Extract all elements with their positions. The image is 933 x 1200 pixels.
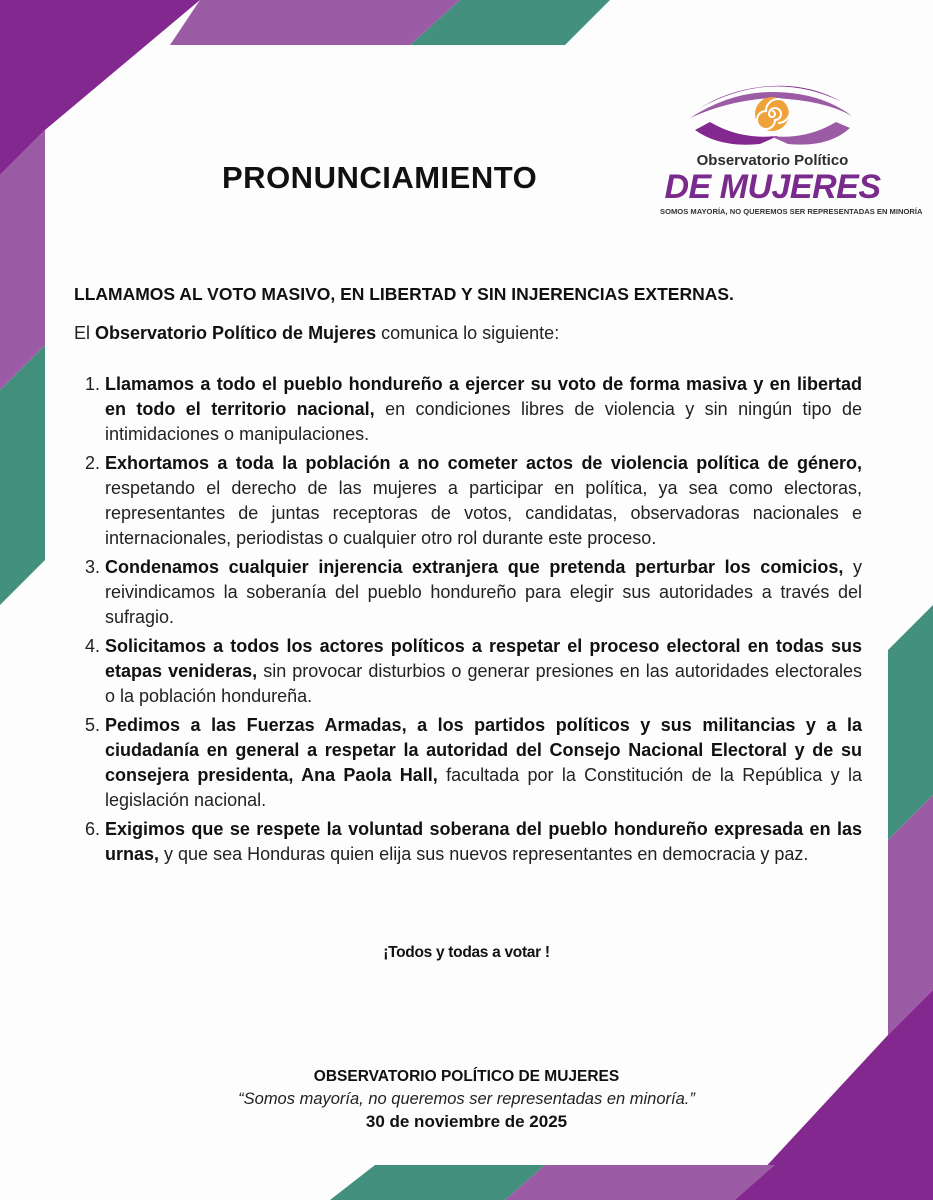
intro-post: comunica lo siguiente:: [376, 323, 560, 343]
list-item-number: 6.: [85, 819, 101, 839]
list-item-text: en condiciones libres de violencia y sin ningún tipo de intimidaciones o manipulaciones.: [105, 399, 862, 444]
logo-line-2: DE MUJERES: [664, 168, 881, 206]
intro-paragraph: [74, 323, 864, 344]
list-item-number: 5.: [85, 715, 101, 735]
organization-logo: [660, 78, 923, 228]
left-lilac-band: [0, 130, 45, 390]
list-item-text: respetando el derecho de las mujeres a participar en política, ya sea como electoras, representantes de juntas receptoras de votos, candidatas, observadoras nacionales e internacionales, periodistas o cualquier otro rol durante este proceso.: [105, 478, 862, 548]
page-title: PRONUNCIAMIENTO: [222, 160, 538, 195]
list-item: [85, 451, 862, 551]
list-item-bold: Solicitamos a todos los actores políticos a respetar el proceso electoral en todas sus etapas venideras,: [105, 636, 862, 681]
list-item-text: facultada por la Constitución de la República y la legislación nacional.: [105, 765, 862, 810]
top-lilac-band: [170, 0, 460, 45]
list-item-bold: Exigimos que se respete la voluntad soberana del pueblo hondureño expresada en las urnas,: [105, 819, 862, 864]
list-item-text: sin provocar disturbios o generar presiones en las autoridades electorales o la población hondureña.: [105, 661, 862, 706]
list-item-number: 4.: [85, 636, 101, 656]
logo-tagline: SOMOS MAYORÍA, NO QUEREMOS SER REPRESENTADAS EN MINORÍA: [660, 207, 923, 216]
list-item-number: 1.: [85, 374, 101, 394]
intro-pre: El: [74, 323, 96, 343]
list-item-text: y reivindicamos la soberanía del pueblo hondureño para elegir sus autoridades a través del sufragio.: [105, 557, 862, 627]
list-item-bold: Pedimos a las Fuerzas Armadas, a los partidos políticos y sus militancias y a la ciudadanía en general a respetar la autoridad del Consejo Nacional Electoral y de su consejera presidenta, Ana Paola Hall,: [105, 715, 862, 785]
statement-list: [85, 372, 862, 871]
logo-line-1: Observatorio Político: [696, 152, 849, 169]
date: 30 de noviembre de 2025: [365, 1112, 568, 1131]
list-item-bold: Condenamos cualquier injerencia extranjera que pretenda perturbar los comicios,: [105, 557, 844, 577]
list-item-number: 3.: [85, 557, 101, 577]
motto: “Somos mayoría, no queremos ser representadas en minoría.”: [238, 1090, 695, 1108]
left-teal-band: [0, 345, 45, 605]
list-item-bold: Exhortamos a toda la población a no cometer actos de violencia política de género,: [105, 453, 862, 473]
signature: OBSERVATORIO POLÍTICO DE MUJERES: [313, 1068, 620, 1085]
list-item: [85, 817, 862, 867]
intro-org-name: Observatorio Político de Mujeres: [95, 323, 377, 343]
list-item: [85, 555, 862, 630]
list-item-text: y que sea Honduras quien elija sus nuevos representantes en democracia y paz.: [159, 844, 809, 864]
bottom-lilac-band: [505, 1165, 775, 1200]
list-item: [85, 634, 862, 709]
list-item: [85, 713, 862, 813]
list-item-bold: Llamamos a todo el pueblo hondureño a ejercer su voto de forma masiva y en libertad en todo el territorio nacional,: [105, 374, 862, 419]
list-item-number: 2.: [85, 453, 101, 473]
list-item: [85, 372, 862, 447]
call-heading: LLAMAMOS AL VOTO MASIVO, EN LIBERTAD Y SIN INJERENCIAS EXTERNAS.: [74, 284, 734, 304]
closing-cheer: ¡Todos y todas a votar !: [383, 944, 550, 961]
eye-hands-emblem-icon: [660, 78, 885, 152]
